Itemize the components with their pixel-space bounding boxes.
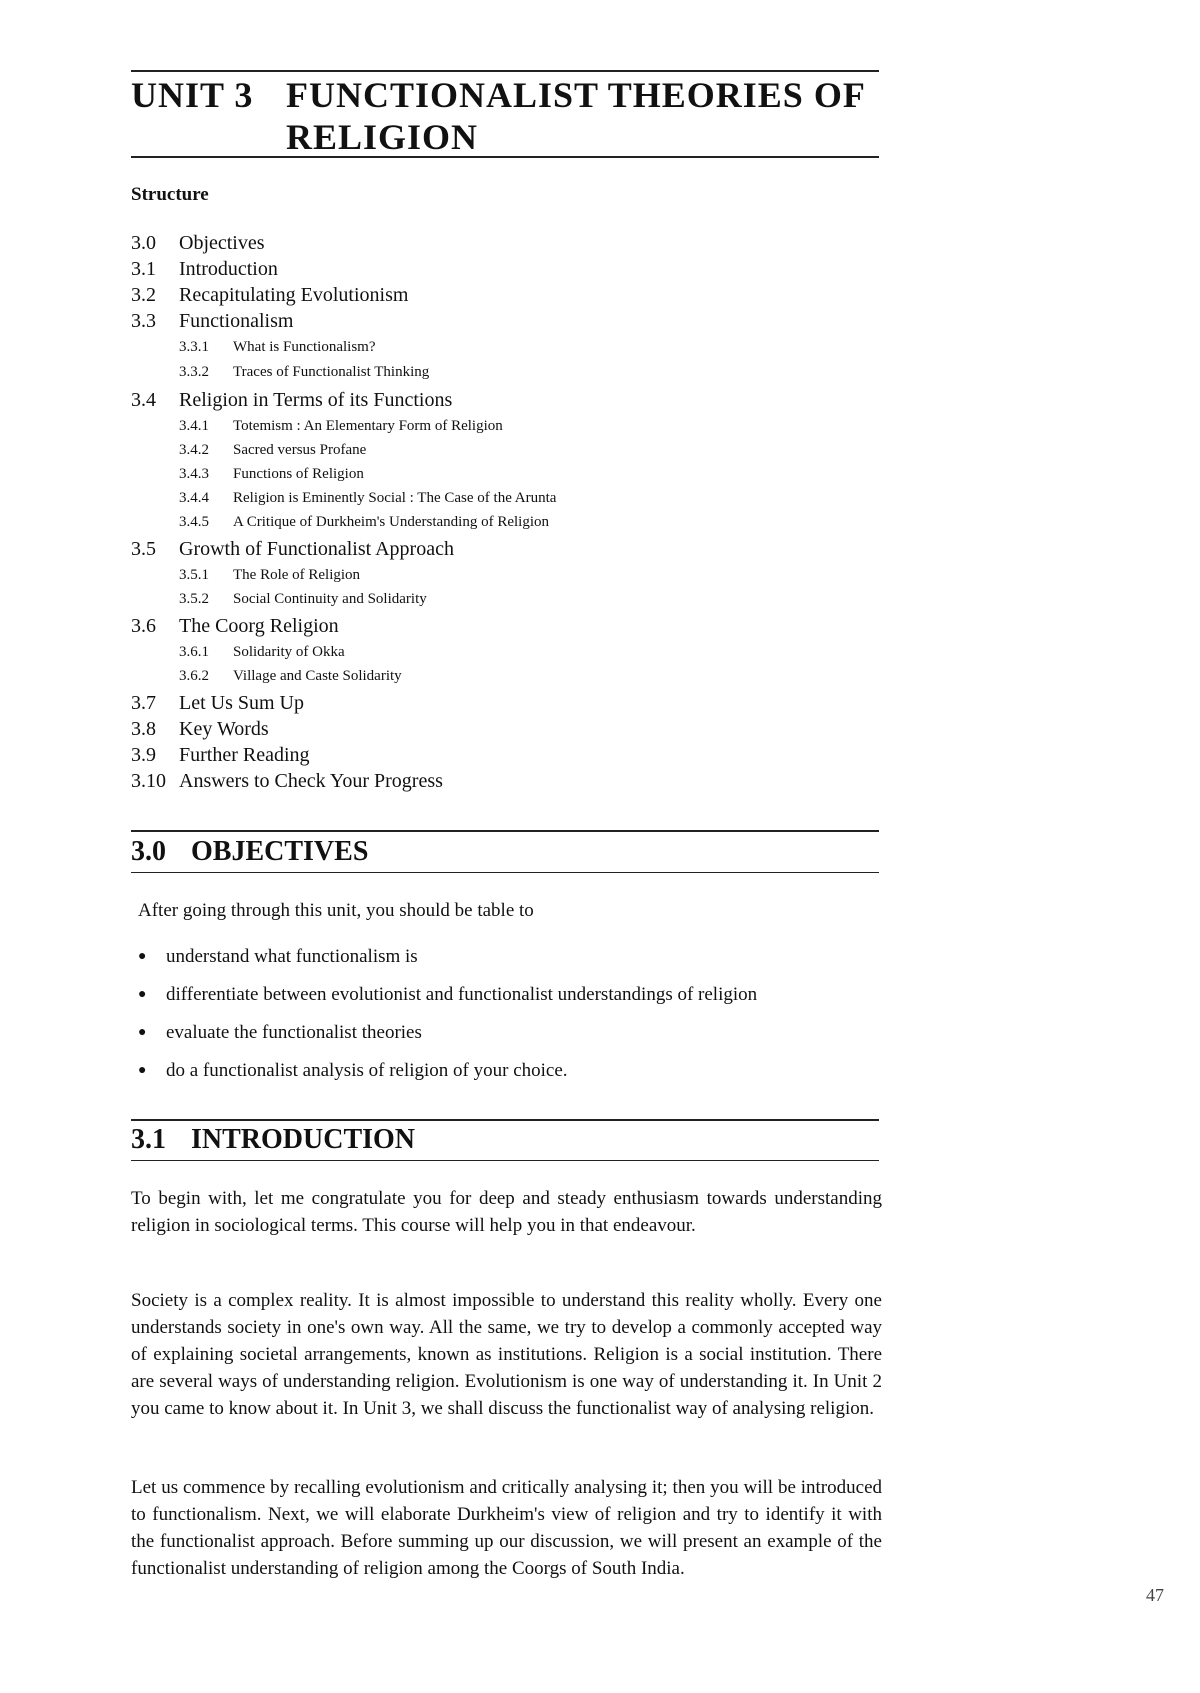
objectives-bottom-rule	[131, 872, 879, 873]
toc-entry-label: Totemism : An Elementary Form of Religion	[233, 418, 503, 434]
header-top-rule	[131, 70, 879, 72]
toc-entry-label: Solidarity of Okka	[233, 644, 345, 660]
toc-entry	[131, 389, 452, 412]
toc-entry-number: 3.8	[131, 718, 156, 740]
toc-entry-label: A Critique of Durkheim's Understanding of Religion	[233, 514, 549, 530]
toc-entry-label: Let Us Sum Up	[179, 692, 304, 714]
toc-entry	[131, 615, 339, 638]
introduction-title: INTRODUCTION	[191, 1124, 416, 1155]
toc-entry-label: What is Functionalism?	[233, 339, 376, 355]
toc-subentry	[179, 490, 556, 507]
toc-entry	[131, 310, 293, 333]
unit-number: UNIT 3	[131, 75, 254, 115]
toc-subentry	[179, 644, 345, 661]
toc-entry-label: Religion is Eminently Social : The Case of the Arunta	[233, 490, 557, 506]
structure-label: Structure	[131, 184, 209, 205]
toc-entry-number: 3.4.3	[179, 466, 209, 482]
objectives-top-rule	[131, 830, 879, 832]
toc-entry-number: 3.4	[131, 389, 156, 411]
toc-subentry	[179, 339, 375, 356]
toc-entry-number: 3.6	[131, 615, 156, 637]
objective-bullet	[138, 946, 418, 968]
toc-entry-label: Recapitulating Evolutionism	[179, 284, 409, 306]
introduction-bottom-rule	[131, 1160, 879, 1161]
toc-entry-number: 3.3.2	[179, 364, 209, 380]
introduction-heading	[131, 1124, 415, 1156]
toc-entry-number: 3.5	[131, 538, 156, 560]
toc-subentry	[179, 514, 549, 531]
toc-entry	[131, 284, 408, 307]
toc-subentry	[179, 364, 429, 381]
introduction-paragraph: Society is a complex reality. It is almost impossible to understand this reality wholly. Every one understands society in one's own way. All the same, we try to develop a commonly accepted way of explaining societal arrangements, known as institutions. Religion is a social institution. There are several ways of understanding religion. Evolutionism is one way of understanding it. In Unit 2 you came to know about it. In Unit 3, we shall discuss the functionalist way of analysing religion.	[131, 1290, 882, 1419]
toc-entry-number: 3.1	[131, 258, 156, 280]
toc-subentry	[179, 591, 427, 608]
toc-entry-label: Growth of Functionalist Approach	[179, 538, 454, 560]
toc-entry-number: 3.3.1	[179, 339, 209, 355]
objectives-title: OBJECTIVES	[191, 836, 369, 867]
toc-entry	[131, 692, 304, 715]
objectives-lead: After going through this unit, you should be table to	[138, 900, 534, 921]
unit-title: FUNCTIONALIST THEORIES OF RELIGION	[286, 75, 865, 157]
toc-entry	[131, 770, 443, 793]
toc-subentry	[179, 567, 360, 584]
toc-entry-label: Objectives	[179, 232, 265, 254]
toc-entry-number: 3.5.1	[179, 567, 209, 583]
objective-text: do a functionalist analysis of religion of your choice.	[166, 1060, 568, 1081]
toc-entry	[131, 744, 310, 767]
toc-entry-number: 3.4.2	[179, 442, 209, 458]
bullet-dot-icon: ●	[138, 1025, 147, 1040]
objectives-number: 3.0	[131, 836, 166, 867]
toc-entry-label: The Coorg Religion	[179, 615, 339, 637]
objective-text: understand what functionalism is	[166, 946, 418, 967]
toc-entry-label: Social Continuity and Solidarity	[233, 591, 427, 607]
toc-entry	[131, 258, 278, 281]
objectives-heading	[131, 836, 368, 868]
toc-entry	[131, 718, 269, 741]
bullet-dot-icon: ●	[138, 1063, 147, 1078]
toc-entry-label: Village and Caste Solidarity	[233, 668, 402, 684]
toc-subentry	[179, 466, 364, 483]
introduction-paragraph: Let us commence by recalling evolutionism and critically analysing it; then you will be introduced to functionalism. Next, we will elaborate Durkheim's view of religion and try to identify it with the functionalist approach. Before summing up our discussion, we will present an example of the functionalist understanding of religion among the Coorgs of South India.	[131, 1477, 882, 1579]
introduction-number: 3.1	[131, 1124, 166, 1155]
objective-bullet	[138, 1022, 422, 1044]
toc-entry-number: 3.3	[131, 310, 156, 332]
toc-entry-number: 3.2	[131, 284, 156, 306]
toc-entry-number: 3.4.1	[179, 418, 209, 434]
toc-entry-number: 3.5.2	[179, 591, 209, 607]
objective-bullet	[138, 1060, 568, 1082]
toc-entry-number: 3.4.5	[179, 514, 209, 530]
toc-entry-label: Further Reading	[179, 744, 310, 766]
toc-entry-label: Religion in Terms of its Functions	[179, 389, 453, 411]
toc-subentry	[179, 442, 366, 459]
header-bottom-rule	[131, 156, 879, 158]
toc-entry-label: Functionalism	[179, 310, 294, 332]
toc-entry-label: Functions of Religion	[233, 466, 364, 482]
objective-text: differentiate between evolutionist and functionalist understandings of religion	[166, 984, 758, 1005]
bullet-dot-icon: ●	[138, 949, 147, 964]
page-number: 47	[1146, 1585, 1164, 1605]
toc-entry-number: 3.6.1	[179, 644, 209, 660]
toc-entry-label: Answers to Check Your Progress	[179, 770, 443, 792]
introduction-top-rule	[131, 1119, 879, 1121]
introduction-paragraph: To begin with, let me congratulate you for deep and steady enthusiasm towards understanding religion in sociological terms. This course will help you in that endeavour.	[131, 1188, 882, 1236]
bullet-dot-icon: ●	[138, 987, 147, 1002]
toc-entry	[131, 232, 265, 255]
toc-entry-label: Introduction	[179, 258, 278, 280]
toc-entry	[131, 538, 454, 561]
toc-entry-number: 3.4.4	[179, 490, 209, 506]
objective-bullet	[138, 984, 757, 1006]
toc-subentry	[179, 668, 402, 685]
toc-subentry	[179, 418, 503, 435]
toc-entry-number: 3.10	[131, 770, 166, 792]
toc-entry-number: 3.0	[131, 232, 156, 254]
toc-entry-number: 3.7	[131, 692, 156, 714]
toc-entry-label: Traces of Functionalist Thinking	[233, 364, 430, 380]
objective-text: evaluate the functionalist theories	[166, 1022, 422, 1043]
toc-entry-number: 3.9	[131, 744, 156, 766]
toc-entry-label: Sacred versus Profane	[233, 442, 367, 458]
toc-entry-label: The Role of Religion	[233, 567, 361, 583]
toc-entry-label: Key Words	[179, 718, 269, 740]
toc-entry-number: 3.6.2	[179, 668, 209, 684]
